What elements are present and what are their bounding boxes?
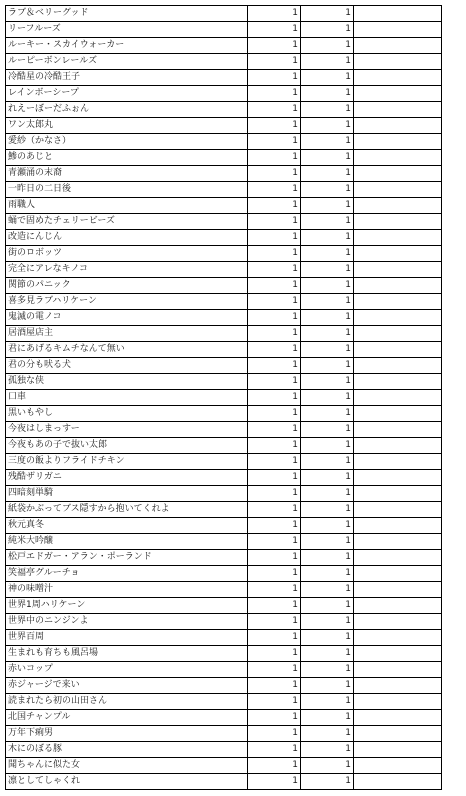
cell-count-1[interactable]: 1 <box>248 262 301 278</box>
cell-empty[interactable] <box>354 38 442 54</box>
cell-count-1[interactable]: 1 <box>248 566 301 582</box>
cell-count-2[interactable]: 1 <box>301 662 354 678</box>
cell-name[interactable]: レインボーシープ <box>6 86 248 102</box>
cell-count-2[interactable]: 1 <box>301 38 354 54</box>
cell-count-2[interactable]: 1 <box>301 582 354 598</box>
cell-count-1[interactable]: 1 <box>248 438 301 454</box>
cell-name[interactable]: 口車 <box>6 390 248 406</box>
cell-count-1[interactable]: 1 <box>248 214 301 230</box>
table-row <box>6 86 442 102</box>
table-row <box>6 550 442 566</box>
cell-name[interactable]: 世界中のニンジンよ <box>6 614 248 630</box>
table-row <box>6 342 442 358</box>
cell-count-1[interactable]: 1 <box>248 422 301 438</box>
table-row <box>6 646 442 662</box>
cell-empty[interactable] <box>354 358 442 374</box>
cell-name[interactable]: 君の分も吠る犬 <box>6 358 248 374</box>
cell-name[interactable]: 松戸エドガー・アラン・ポーランド <box>6 550 248 566</box>
cell-empty[interactable] <box>354 598 442 614</box>
cell-empty[interactable] <box>354 198 442 214</box>
cell-count-1[interactable]: 1 <box>248 582 301 598</box>
cell-count-2[interactable]: 1 <box>301 214 354 230</box>
cell-count-1[interactable]: 1 <box>248 726 301 742</box>
cell-count-2[interactable]: 1 <box>301 230 354 246</box>
cell-name[interactable]: 愛紗（かなさ） <box>6 134 248 150</box>
cell-empty[interactable] <box>354 534 442 550</box>
spreadsheet-table <box>5 5 442 790</box>
cell-count-2[interactable]: 1 <box>301 70 354 86</box>
table-row <box>6 630 442 646</box>
cell-empty[interactable] <box>354 294 442 310</box>
table-row <box>6 742 442 758</box>
cell-empty[interactable] <box>354 118 442 134</box>
cell-count-1[interactable]: 1 <box>248 150 301 166</box>
table-row <box>6 614 442 630</box>
table-row <box>6 774 442 790</box>
table-row <box>6 582 442 598</box>
table-row <box>6 470 442 486</box>
cell-count-2[interactable]: 1 <box>301 614 354 630</box>
cell-count-2[interactable]: 1 <box>301 198 354 214</box>
table-row <box>6 54 442 70</box>
table-row <box>6 150 442 166</box>
cell-empty[interactable] <box>354 22 442 38</box>
cell-count-1[interactable]: 1 <box>248 486 301 502</box>
cell-name[interactable]: 純米大吟醸 <box>6 534 248 550</box>
cell-name[interactable]: 読まれたら初の山田さん <box>6 694 248 710</box>
table-row <box>6 326 442 342</box>
cell-count-2[interactable]: 1 <box>301 310 354 326</box>
cell-name[interactable]: 今夜はしまっすー <box>6 422 248 438</box>
cell-empty[interactable] <box>354 422 442 438</box>
cell-name[interactable]: 赤ジャージで来い <box>6 678 248 694</box>
cell-count-2[interactable]: 1 <box>301 374 354 390</box>
table-row <box>6 214 442 230</box>
table-row <box>6 502 442 518</box>
table-row <box>6 262 442 278</box>
cell-count-1[interactable]: 1 <box>248 38 301 54</box>
cell-count-2[interactable]: 1 <box>301 422 354 438</box>
table-row <box>6 278 442 294</box>
cell-empty[interactable] <box>354 470 442 486</box>
cell-name[interactable]: れえーぼーだふぉん <box>6 102 248 118</box>
cell-name[interactable]: 凛としてしゃくれ <box>6 774 248 790</box>
cell-count-2[interactable]: 1 <box>301 150 354 166</box>
cell-count-2[interactable]: 1 <box>301 710 354 726</box>
cell-count-2[interactable]: 1 <box>301 390 354 406</box>
cell-count-1[interactable]: 1 <box>248 694 301 710</box>
cell-count-1[interactable]: 1 <box>248 6 301 22</box>
cell-count-1[interactable]: 1 <box>248 246 301 262</box>
cell-count-2[interactable]: 1 <box>301 54 354 70</box>
cell-empty[interactable] <box>354 630 442 646</box>
cell-count-1[interactable]: 1 <box>248 646 301 662</box>
table-row <box>6 118 442 134</box>
cell-count-2[interactable]: 1 <box>301 118 354 134</box>
cell-name[interactable]: 紙袋かぶってブス隠すから抱いてくれよ <box>6 502 248 518</box>
cell-count-1[interactable]: 1 <box>248 550 301 566</box>
table-row <box>6 246 442 262</box>
cell-count-1[interactable]: 1 <box>248 134 301 150</box>
table-row <box>6 102 442 118</box>
cell-count-2[interactable]: 1 <box>301 342 354 358</box>
cell-count-2[interactable]: 1 <box>301 774 354 790</box>
cell-empty[interactable] <box>354 230 442 246</box>
cell-name[interactable]: 君にあげるキムチなんて無い <box>6 342 248 358</box>
cell-name[interactable]: 改造にんじん <box>6 230 248 246</box>
cell-empty[interactable] <box>354 406 442 422</box>
table-row <box>6 438 442 454</box>
table-row <box>6 678 442 694</box>
cell-count-1[interactable]: 1 <box>248 742 301 758</box>
table-row <box>6 694 442 710</box>
cell-count-1[interactable]: 1 <box>248 678 301 694</box>
cell-name[interactable]: 三度の飯よりフライドチキン <box>6 454 248 470</box>
cell-empty[interactable] <box>354 438 442 454</box>
table-row <box>6 38 442 54</box>
cell-name[interactable]: 木にのぼる豚 <box>6 742 248 758</box>
cell-count-2[interactable]: 1 <box>301 598 354 614</box>
cell-count-1[interactable]: 1 <box>248 406 301 422</box>
cell-name[interactable]: 北国チャンプル <box>6 710 248 726</box>
cell-count-2[interactable]: 1 <box>301 518 354 534</box>
cell-name[interactable]: 四暗刻単騎 <box>6 486 248 502</box>
cell-empty[interactable] <box>354 694 442 710</box>
table-row <box>6 134 442 150</box>
cell-count-1[interactable]: 1 <box>248 70 301 86</box>
cell-empty[interactable] <box>354 550 442 566</box>
cell-empty[interactable] <box>354 342 442 358</box>
cell-count-1[interactable]: 1 <box>248 470 301 486</box>
cell-name[interactable]: 今夜もあの子で抜い太郎 <box>6 438 248 454</box>
cell-count-2[interactable]: 1 <box>301 502 354 518</box>
cell-empty[interactable] <box>354 726 442 742</box>
cell-name[interactable]: ラブ＆ベリーグッド <box>6 6 248 22</box>
table-row <box>6 422 442 438</box>
cell-empty[interactable] <box>354 614 442 630</box>
cell-name[interactable]: 万年下痢男 <box>6 726 248 742</box>
table-row <box>6 70 442 86</box>
cell-count-2[interactable]: 1 <box>301 566 354 582</box>
table-body <box>6 6 442 790</box>
cell-count-1[interactable]: 1 <box>248 614 301 630</box>
cell-empty[interactable] <box>354 758 442 774</box>
cell-empty[interactable] <box>354 278 442 294</box>
cell-count-1[interactable]: 1 <box>248 294 301 310</box>
cell-empty[interactable] <box>354 374 442 390</box>
cell-count-1[interactable]: 1 <box>248 662 301 678</box>
cell-count-1[interactable]: 1 <box>248 518 301 534</box>
cell-name[interactable]: 残酷ザリガニ <box>6 470 248 486</box>
cell-count-1[interactable]: 1 <box>248 182 301 198</box>
cell-count-2[interactable]: 1 <box>301 758 354 774</box>
cell-empty[interactable] <box>354 326 442 342</box>
cell-empty[interactable] <box>354 102 442 118</box>
cell-empty[interactable] <box>354 310 442 326</box>
cell-count-1[interactable]: 1 <box>248 598 301 614</box>
cell-count-2[interactable]: 1 <box>301 326 354 342</box>
cell-empty[interactable] <box>354 518 442 534</box>
table-row <box>6 726 442 742</box>
cell-name[interactable]: 居酒屋店主 <box>6 326 248 342</box>
cell-empty[interactable] <box>354 6 442 22</box>
cell-name[interactable]: 雨職人 <box>6 198 248 214</box>
table-row <box>6 566 442 582</box>
cell-count-1[interactable]: 1 <box>248 534 301 550</box>
cell-count-2[interactable]: 1 <box>301 406 354 422</box>
cell-count-1[interactable]: 1 <box>248 54 301 70</box>
cell-name[interactable]: 蛹で固めたチェリービーズ <box>6 214 248 230</box>
cell-name[interactable]: 笑福亭グルーチョ <box>6 566 248 582</box>
cell-name[interactable]: 黒いもやし <box>6 406 248 422</box>
table-row <box>6 166 442 182</box>
cell-count-2[interactable]: 1 <box>301 742 354 758</box>
cell-empty[interactable] <box>354 502 442 518</box>
cell-count-2[interactable]: 1 <box>301 646 354 662</box>
cell-empty[interactable] <box>354 678 442 694</box>
cell-count-2[interactable]: 1 <box>301 358 354 374</box>
cell-count-2[interactable]: 1 <box>301 726 354 742</box>
cell-empty[interactable] <box>354 486 442 502</box>
cell-count-1[interactable]: 1 <box>248 342 301 358</box>
cell-empty[interactable] <box>354 646 442 662</box>
cell-empty[interactable] <box>354 246 442 262</box>
cell-count-1[interactable]: 1 <box>248 86 301 102</box>
cell-empty[interactable] <box>354 134 442 150</box>
table-row <box>6 6 442 22</box>
cell-count-1[interactable]: 1 <box>248 774 301 790</box>
cell-name[interactable]: 関節のパニック <box>6 278 248 294</box>
cell-empty[interactable] <box>354 662 442 678</box>
cell-count-2[interactable]: 1 <box>301 246 354 262</box>
cell-name[interactable]: 世界百周 <box>6 630 248 646</box>
cell-count-2[interactable]: 1 <box>301 102 354 118</box>
cell-count-1[interactable]: 1 <box>248 278 301 294</box>
cell-count-1[interactable]: 1 <box>248 758 301 774</box>
cell-count-2[interactable]: 1 <box>301 534 354 550</box>
cell-name[interactable]: ワン太郎丸 <box>6 118 248 134</box>
cell-empty[interactable] <box>354 710 442 726</box>
cell-count-1[interactable]: 1 <box>248 710 301 726</box>
cell-empty[interactable] <box>354 582 442 598</box>
cell-count-1[interactable]: 1 <box>248 198 301 214</box>
table-row <box>6 758 442 774</box>
table-row <box>6 198 442 214</box>
cell-count-2[interactable]: 1 <box>301 294 354 310</box>
table-row <box>6 230 442 246</box>
cell-count-2[interactable]: 1 <box>301 262 354 278</box>
cell-count-1[interactable]: 1 <box>248 102 301 118</box>
table-row <box>6 310 442 326</box>
cell-empty[interactable] <box>354 166 442 182</box>
cell-empty[interactable] <box>354 182 442 198</box>
cell-count-1[interactable]: 1 <box>248 454 301 470</box>
cell-empty[interactable] <box>354 150 442 166</box>
cell-empty[interactable] <box>354 742 442 758</box>
cell-name[interactable]: ルーキー・スカイウォーカー <box>6 38 248 54</box>
cell-name[interactable]: 世界1周ハリケーン <box>6 598 248 614</box>
cell-empty[interactable] <box>354 774 442 790</box>
cell-count-1[interactable]: 1 <box>248 390 301 406</box>
table-row <box>6 182 442 198</box>
cell-name[interactable]: 聞ちゃんに似た女 <box>6 758 248 774</box>
cell-count-1[interactable]: 1 <box>248 166 301 182</box>
cell-name[interactable]: 一昨日の二日後 <box>6 182 248 198</box>
cell-name[interactable]: 生まれも育ちも風呂場 <box>6 646 248 662</box>
table-row <box>6 294 442 310</box>
cell-name[interactable]: 孤独な侠 <box>6 374 248 390</box>
table-row <box>6 710 442 726</box>
cell-count-2[interactable]: 1 <box>301 454 354 470</box>
cell-count-1[interactable]: 1 <box>248 358 301 374</box>
table-row <box>6 598 442 614</box>
cell-count-2[interactable]: 1 <box>301 6 354 22</box>
table-row <box>6 22 442 38</box>
table-row <box>6 534 442 550</box>
cell-name[interactable]: 赤いコップ <box>6 662 248 678</box>
cell-name[interactable]: 秋元真冬 <box>6 518 248 534</box>
cell-count-2[interactable]: 1 <box>301 678 354 694</box>
cell-count-2[interactable]: 1 <box>301 86 354 102</box>
cell-count-1[interactable]: 1 <box>248 374 301 390</box>
cell-count-1[interactable]: 1 <box>248 630 301 646</box>
cell-empty[interactable] <box>354 454 442 470</box>
cell-empty[interactable] <box>354 566 442 582</box>
cell-count-2[interactable]: 1 <box>301 470 354 486</box>
cell-empty[interactable] <box>354 214 442 230</box>
cell-name[interactable]: 青瀬涌の末裔 <box>6 166 248 182</box>
cell-count-1[interactable]: 1 <box>248 118 301 134</box>
cell-empty[interactable] <box>354 262 442 278</box>
table-row <box>6 358 442 374</box>
cell-empty[interactable] <box>354 86 442 102</box>
cell-name[interactable]: 完全にアレなキノコ <box>6 262 248 278</box>
cell-empty[interactable] <box>354 70 442 86</box>
cell-count-2[interactable]: 1 <box>301 694 354 710</box>
cell-name[interactable]: 鬼滅の電ノコ <box>6 310 248 326</box>
table-row <box>6 454 442 470</box>
cell-name[interactable]: リーフルーズ <box>6 22 248 38</box>
cell-count-2[interactable]: 1 <box>301 486 354 502</box>
cell-count-2[interactable]: 1 <box>301 630 354 646</box>
table-row <box>6 374 442 390</box>
cell-name[interactable]: 街のロボッツ <box>6 246 248 262</box>
table-row <box>6 390 442 406</box>
table-row <box>6 518 442 534</box>
cell-count-1[interactable]: 1 <box>248 230 301 246</box>
cell-name[interactable]: 鯵のあじと <box>6 150 248 166</box>
cell-count-2[interactable]: 1 <box>301 550 354 566</box>
cell-count-2[interactable]: 1 <box>301 438 354 454</box>
cell-count-1[interactable]: 1 <box>248 310 301 326</box>
cell-name[interactable]: 冷酷星の冷酷王子 <box>6 70 248 86</box>
table-row <box>6 662 442 678</box>
cell-count-2[interactable]: 1 <box>301 166 354 182</box>
cell-count-2[interactable]: 1 <box>301 134 354 150</box>
cell-name[interactable]: 喜多見ラブハリケーン <box>6 294 248 310</box>
cell-count-1[interactable]: 1 <box>248 22 301 38</box>
cell-count-2[interactable]: 1 <box>301 22 354 38</box>
cell-empty[interactable] <box>354 54 442 70</box>
table-row <box>6 406 442 422</box>
cell-count-1[interactable]: 1 <box>248 326 301 342</box>
cell-count-2[interactable]: 1 <box>301 182 354 198</box>
cell-count-2[interactable]: 1 <box>301 278 354 294</box>
cell-name[interactable]: 神の味噌汁 <box>6 582 248 598</box>
cell-empty[interactable] <box>354 390 442 406</box>
cell-name[interactable]: ルーピーボンレールズ <box>6 54 248 70</box>
table-row <box>6 486 442 502</box>
cell-count-1[interactable]: 1 <box>248 502 301 518</box>
